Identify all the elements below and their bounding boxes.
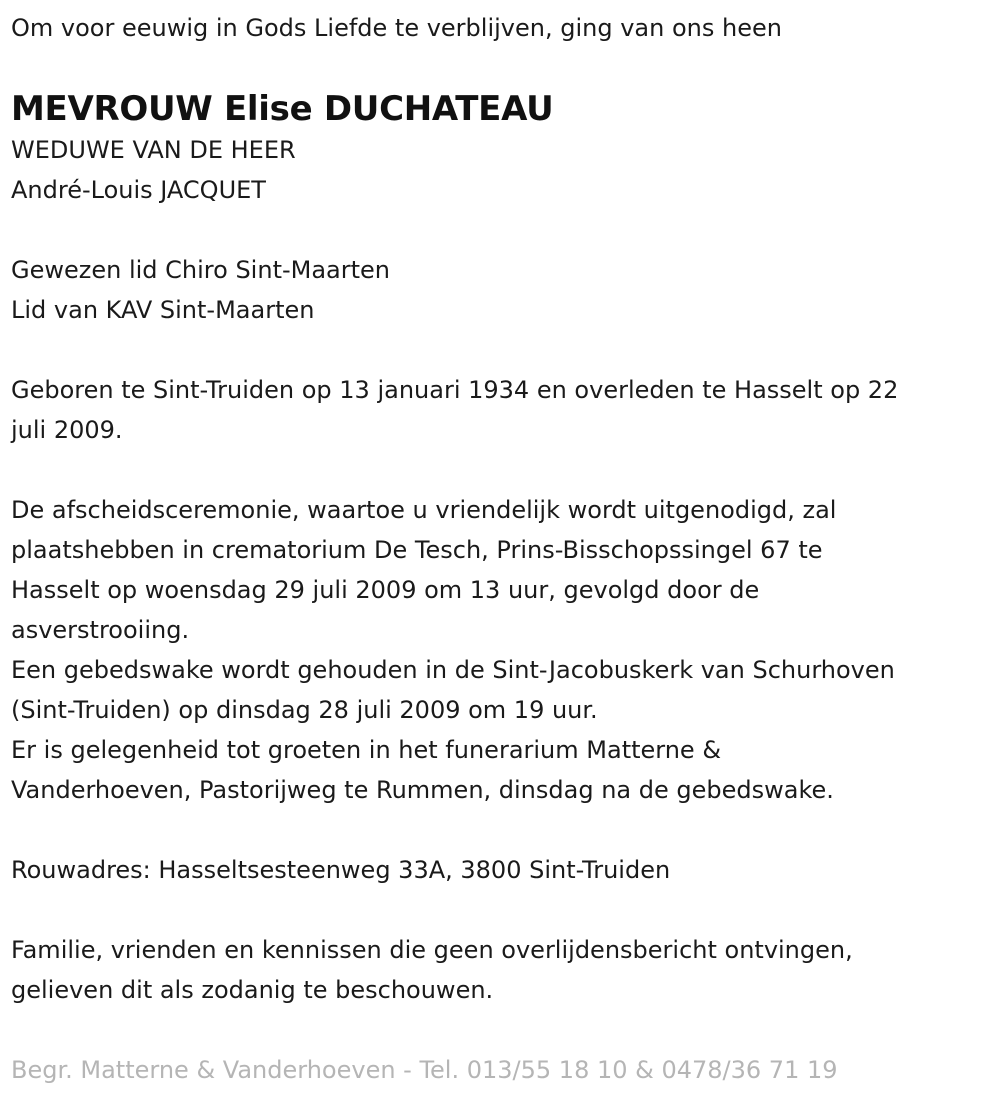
- mourning-address: Rouwadres: Hasseltsesteenweg 33A, 3800 Sint-Truiden: [11, 856, 671, 884]
- widow-of-label: WEDUWE VAN DE HEER: [11, 136, 296, 164]
- spacer: [11, 210, 990, 250]
- intro-text: Om voor eeuwig in Gods Liefde te verblijven, ging van ons heen: [11, 14, 782, 42]
- birth-death-line: Geboren te Sint-Truiden op 13 januari 1934 en overleden te Hasselt op 22: [11, 376, 899, 404]
- membership-line: Lid van KAV Sint-Maarten: [11, 296, 315, 324]
- spacer: [11, 890, 990, 930]
- ceremony-line: asverstrooiing.: [11, 616, 190, 644]
- ceremony-line: (Sint-Truiden) op dinsdag 28 juli 2009 om 19 uur.: [11, 696, 598, 724]
- spacer: [11, 810, 990, 850]
- membership-line: Gewezen lid Chiro Sint-Maarten: [11, 256, 391, 284]
- spacer: [11, 1010, 990, 1050]
- ceremony-line: Een gebedswake wordt gehouden in de Sint-Jacobuskerk van Schurhoven: [11, 656, 895, 684]
- deceased-name: MEVROUW Elise DUCHATEAU: [11, 89, 554, 129]
- ceremony-line: Vanderhoeven, Pastorijweg te Rummen, dinsdag na de gebedswake.: [11, 776, 834, 804]
- ceremony-line: plaatshebben in crematorium De Tesch, Prins-Bisschopssingel 67 te: [11, 536, 823, 564]
- closing-line: gelieven dit als zodanig te beschouwen.: [11, 976, 494, 1004]
- spacer: [11, 450, 990, 490]
- birth-death-line: juli 2009.: [11, 416, 123, 444]
- spacer: [11, 330, 990, 370]
- ceremony-line: De afscheidsceremonie, waartoe u vriendelijk wordt uitgenodigd, zal: [11, 496, 837, 524]
- closing-line: Familie, vrienden en kennissen die geen overlijdensbericht ontvingen,: [11, 936, 853, 964]
- husband-name: André-Louis JACQUET: [11, 176, 266, 204]
- ceremony-line: Hasselt op woensdag 29 juli 2009 om 13 uur, gevolgd door de: [11, 576, 760, 604]
- undertaker-footer: Begr. Matterne & Vanderhoeven - Tel. 013/55 18 10 & 0478/36 71 19: [11, 1056, 838, 1084]
- ceremony-line: Er is gelegenheid tot groeten in het funerarium Matterne &: [11, 736, 722, 764]
